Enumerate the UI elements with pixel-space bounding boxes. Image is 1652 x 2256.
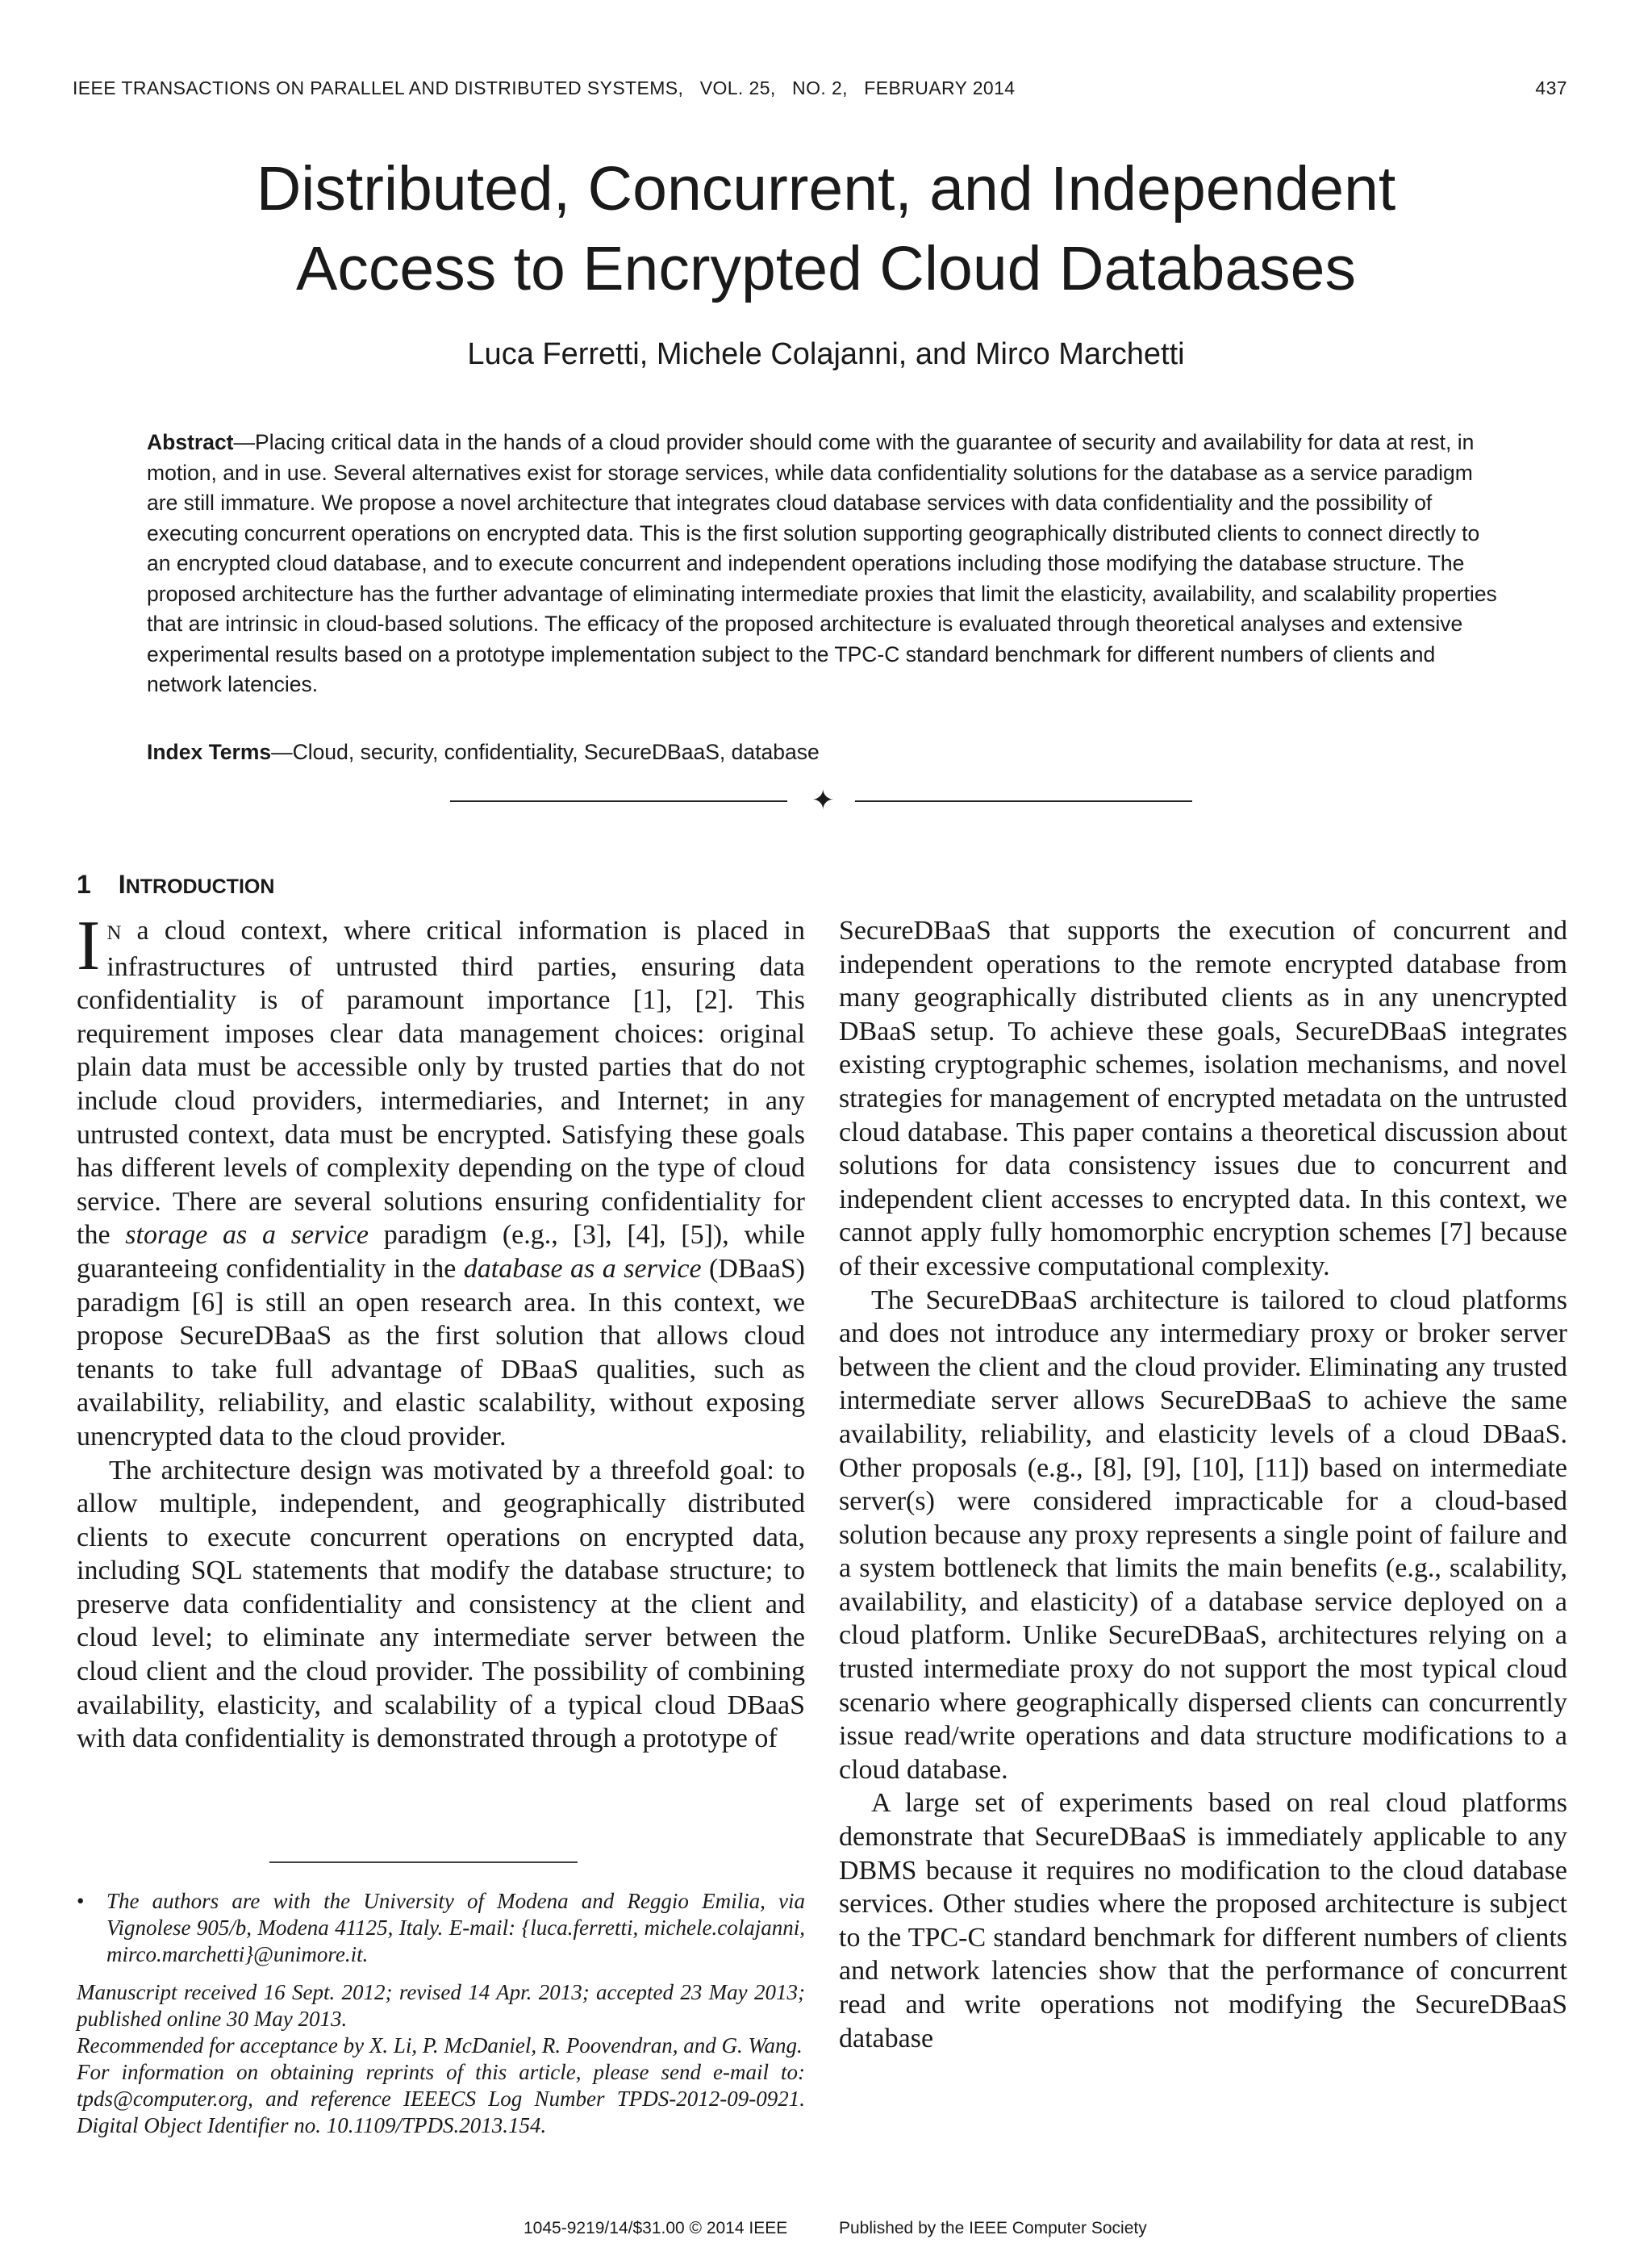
index-terms-text: —Cloud, security, confidentiality, SecureDBaaS, database bbox=[271, 740, 820, 764]
section-title-initial: I bbox=[118, 870, 126, 899]
footnote-rule bbox=[269, 1861, 578, 1863]
intro-paragraph-2: The architecture design was motivated by a threefold goal: to allow multiple, independent, and geographically distributed clients to execute concurrent operations on encrypted data, including SQL statements that modify the database structure; to preserve data confidentiality and consistency at the client and cloud level; to eliminate any intermediate server between the cloud client and the cloud provider. The possibility of combining availability, elasticity, and scalability of a typical cloud DBaaS with data confidentiality is demonstrated through a prototype of bbox=[77, 1455, 805, 1754]
right-column bbox=[839, 914, 1567, 2055]
abstract bbox=[147, 428, 1500, 700]
paper-title bbox=[0, 149, 1652, 309]
abstract-label: Abstract bbox=[147, 430, 234, 454]
manuscript-note: Manuscript received 16 Sept. 2012; revised 14 Apr. 2013; accepted 23 May 2013; published online 30 May 2013. bbox=[77, 1980, 805, 2031]
intro-paragraph-3: SecureDBaaS that supports the execution of concurrent and independent operations to the remote encrypted database from many geographically distributed clients as in any unencrypted DBaaS setup. To achieve these goals, SecureDBaaS integrates existing cryptographic schemes, isolation mechanisms, and novel strategies for management of encrypted metadata on the untrusted cloud database. This paper contains a theoretical discussion about solutions for data consistency issues due to concurrent and independent client accesses to encrypted data. In this context, we cannot apply fully homomorphic encryption schemes [7] because of their excessive computational complexity. bbox=[839, 916, 1567, 1281]
affiliation-note bbox=[77, 1888, 805, 1968]
section-number: 1 bbox=[77, 870, 91, 899]
divider-rule-left bbox=[450, 800, 787, 802]
drop-cap: I bbox=[77, 907, 101, 985]
paragraph-text: a cloud context, where critical information is placed in infrastructures of untrusted third parties, ensuring data confidentiality is of paramount importance [1], [2]. This requirement imposes clear data management choices: original plain data must be accessible only by trusted parties that do not include cloud providers, intermediaries, and Internet; in any untrusted context, data must be encrypted. Satisfying these goals has different levels of complexity depending on the type of cloud service. There are several solutions ensuring confidentiality for the bbox=[77, 916, 805, 1251]
intro-paragraph-4: The SecureDBaaS architecture is tailored to cloud platforms and does not introduce any intermediary proxy or broker server between the client and the cloud provider. Eliminating any trusted intermediate server allows SecureDBaaS to achieve the same availability, reliability, and elasticity levels of a cloud DBaaS. Other proposals (e.g., [8], [9], [10], [11]) based on intermediate server(s) were considered impracticable for a cloud-based solution because any proxy represents a single point of failure and a system bottleneck that limits the main benefits (e.g., scalability, availability, and elasticity) of a database service deployed on a cloud platform. Unlike SecureDBaaS, architectures relying on a trusted intermediate proxy do not support the most typical cloud scenario where geographically dispersed clients can concurrently issue read/write operations and data structure modifications to a cloud database. bbox=[839, 1285, 1567, 1785]
section-heading bbox=[77, 869, 805, 900]
divider-rule-right bbox=[855, 800, 1192, 802]
title-line-2: Access to Encrypted Cloud Databases bbox=[296, 234, 1356, 303]
divider-ornament-icon: ✦ bbox=[811, 786, 835, 816]
page-number: 437 bbox=[1535, 77, 1567, 98]
section-divider bbox=[450, 785, 1192, 817]
intro-paragraph-1 bbox=[77, 907, 806, 1454]
recommended-note: Recommended for acceptance by X. Li, P. McDaniel, R. Poovendran, and G. Wang. bbox=[77, 2033, 803, 2058]
copyright-footer: 1045-9219/14/$31.00 © 2014 IEEE bbox=[524, 2219, 788, 2237]
left-column bbox=[77, 869, 805, 1756]
abstract-text: —Placing critical data in the hands of a cloud provider should come with the guarantee of security and availability for data at rest, in motion, and in use. Several alternatives exist for storage services, while data confidentiality solutions for the database as a service paradigm are still immature. We propose a novel architecture that integrates cloud database services with data confidentiality and the possibility of executing concurrent operations on encrypted data. This is the first solution supporting geographically distributed clients to connect directly to an encrypted cloud database, and to execute concurrent and independent operations including those modifying the database structure. The proposed architecture has the further advantage of eliminating intermediate proxies that limit the elasticity, availability, and scalability properties that are intrinsic in cloud-based solutions. The efficacy of the proposed architecture is evaluated through theoretical analyses and extensive experimental results based on a prototype implementation subject to the TPC-C standard benchmark for different numbers of clients and network latencies. bbox=[147, 430, 1497, 696]
bullet-icon: • bbox=[77, 1889, 85, 1913]
emphasis-storage: storage as a service bbox=[125, 1220, 369, 1251]
emphasis-database: database as a service bbox=[463, 1253, 702, 1284]
paragraph-text: paradigm (e.g., [3], [4], [5]), while guaranteeing confidentiality in the bbox=[77, 1220, 805, 1284]
publisher-footer: Published by the IEEE Computer Society bbox=[839, 2219, 1147, 2237]
footnotes bbox=[77, 1888, 805, 2139]
drop-cap-lead: N bbox=[106, 922, 122, 944]
title-line-1: Distributed, Concurrent, and Independent bbox=[256, 154, 1396, 224]
running-head bbox=[73, 77, 1567, 99]
author-list: Luca Ferretti, Michele Colajanni, and Mirco Marchetti bbox=[467, 337, 1185, 371]
reprints-note: For information on obtaining reprints of this article, please send e-mail to: tpds@computer.org, and reference IEEECS Log Number TPDS-2012-09-0921. Digital Object Identifier no. 10.1109/TPDS.2013.154. bbox=[77, 2060, 805, 2137]
index-terms-label: Index Terms bbox=[147, 740, 272, 764]
index-terms bbox=[147, 737, 1500, 768]
journal-header: IEEE TRANSACTIONS ON PARALLEL AND DISTRIBUTED SYSTEMS, VOL. 25, NO. 2, FEBRUARY 2014 bbox=[73, 77, 1016, 98]
paragraph-text: (DBaaS) paradigm [6] is still an open research area. In this context, we propose SecureDBaaS as the first solution that allows cloud tenants to take full advantage of DBaaS qualities, such as availability, reliability, and elastic scalability, without exposing unencrypted data to the cloud provider. bbox=[77, 1253, 806, 1452]
intro-paragraph-5: A large set of experiments based on real cloud platforms demonstrate that SecureDBaaS is immediately applicable to any DBMS because it requires no modification to the cloud database services. Other studies where the proposed architecture is subject to the TPC-C standard benchmark for different numbers of clients and network latencies show that the performance of concurrent read and write operations not modifying the SecureDBaaS database bbox=[839, 1788, 1567, 2053]
affiliation-text: The authors are with the University of Modena and Reggio Emilia, via Vignolese 905/b, Modena 41125, Italy. E-mail: {luca.ferretti, michele.colajanni, mirco.marchetti}@unimore.it. bbox=[106, 1889, 805, 1966]
section-title-rest: NTRODUCTION bbox=[125, 875, 275, 898]
